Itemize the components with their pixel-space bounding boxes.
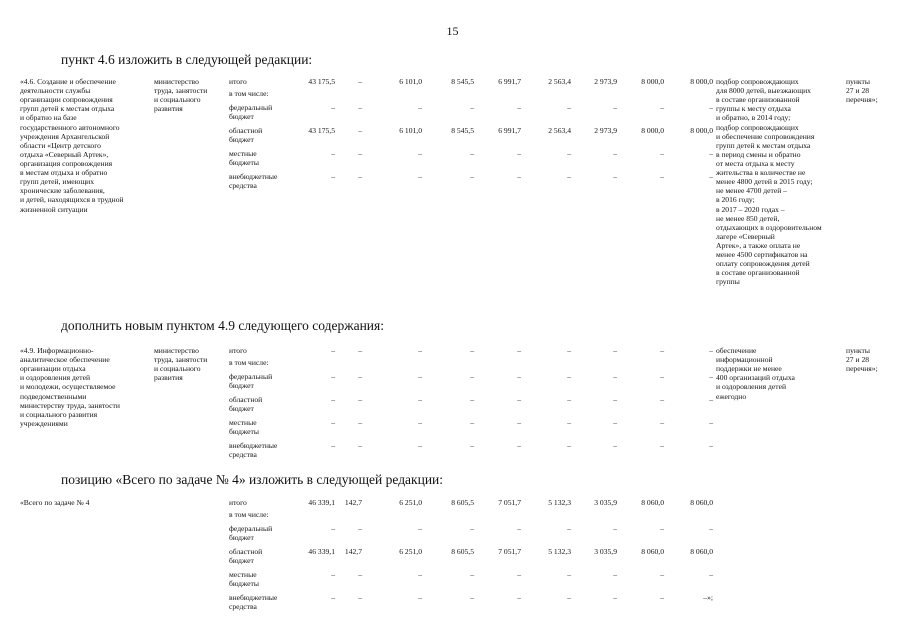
funding-value: 6 251,0 [399,498,422,507]
funding-source-label: федеральный бюджет [229,524,273,543]
funding-value: 8 605,5 [451,498,474,507]
funding-value: – [660,346,664,355]
funding-value: – [418,570,422,579]
funding-value: – [470,172,474,181]
funding-value: – [567,524,571,533]
funding-value: – [358,372,362,381]
funding-value: – [660,395,664,404]
funding-value: – [418,418,422,427]
funding-value: – [567,346,571,355]
funding-value: – [709,346,713,355]
executor: министерство труда, занятости и социального развития [154,346,208,383]
funding-value: – [331,172,335,181]
expected-result: обеспечение информационной поддержки не менее 400 организаций отдыха и оздоровления детей ежегодно [716,346,795,401]
funding-value: 8 000,0 [690,77,713,86]
funding-source-label: в том числе: [229,358,269,367]
funding-value: 8 060,0 [641,498,664,507]
funding-source-label: федеральный бюджет [229,372,273,391]
funding-value: 8 545,5 [451,126,474,135]
funding-value: – [660,372,664,381]
funding-value: 2 563,4 [548,77,571,86]
funding-value: – [418,149,422,158]
funding-value: – [517,418,521,427]
funding-value: – [331,418,335,427]
funding-value: 2 973,9 [594,126,617,135]
funding-value: – [517,441,521,450]
funding-value: – [418,372,422,381]
funding-value: – [470,346,474,355]
expected-result: подбор сопровождающих для 8000 детей, выезжающих в составе организованной группы к месту отдыха и обратно, в 2014 году; подбор сопровождающих и обеспечение сопровождения групп детей к местам отдыха в период смены и обратно от места отдыха к месту жительства в количестве не менее 4800 детей в 2015 году; не менее 4700 детей – в 2016 году; в 2017 – 2020 годах – не менее 850 детей, отдыхающих в оздоровительном лагере «Северный Артек», а также оплата не менее 4500 сертификатов на оплату сопровождения детей в составе организованной группы [716,77,822,287]
funding-value: – [613,372,617,381]
funding-value: 7 051,7 [498,498,521,507]
funding-value: – [418,593,422,602]
funding-value: – [567,418,571,427]
funding-source-label: внебюджетные средства [229,441,278,460]
funding-value: 3 035,9 [594,547,617,556]
funding-value: – [358,103,362,112]
funding-value: – [358,570,362,579]
page-number: 15 [446,24,459,38]
funding-value: 6 251,0 [399,547,422,556]
funding-value: – [517,570,521,579]
funding-value: 2 973,9 [594,77,617,86]
funding-value: – [660,418,664,427]
funding-value: – [567,172,571,181]
funding-value: 2 563,4 [548,126,571,135]
program-link: пункты 27 и 28 перечня»; [846,346,878,374]
funding-value: 8 060,0 [641,547,664,556]
funding-source-label: местные бюджеты [229,418,259,437]
funding-value: 142,7 [344,547,362,556]
funding-source-label: местные бюджеты [229,570,259,589]
funding-value: 7 051,7 [498,547,521,556]
funding-value: – [660,441,664,450]
funding-value: – [418,103,422,112]
funding-value: 8 000,0 [690,126,713,135]
funding-value: 8 000,0 [641,77,664,86]
funding-source-label: областной бюджет [229,395,263,414]
funding-value: – [613,346,617,355]
funding-value: – [709,149,713,158]
funding-value: – [709,570,713,579]
funding-value: 8 000,0 [641,126,664,135]
funding-source-label: в том числе: [229,510,269,519]
heading-total-task-4: позицию «Всего по задаче № 4» изложить в следующей редакции: [61,472,444,487]
funding-value: – [470,149,474,158]
funding-value: – [418,172,422,181]
funding-value: – [358,395,362,404]
funding-value: – [613,418,617,427]
funding-value: 6 101,0 [399,77,422,86]
funding-value: – [567,441,571,450]
funding-value: 8 060,0 [690,547,713,556]
funding-value: 46 339,1 [308,547,335,556]
funding-value: – [567,103,571,112]
funding-value: – [567,395,571,404]
funding-value: – [709,418,713,427]
measure-name: «Всего по задаче № 4 [20,498,90,507]
funding-source-label: итого [229,77,247,86]
funding-value: – [517,524,521,533]
funding-value: – [470,395,474,404]
funding-value: 43 175,5 [308,77,335,86]
funding-value: – [709,441,713,450]
funding-value: – [358,126,362,135]
funding-value: – [331,372,335,381]
funding-value: – [470,103,474,112]
funding-value: – [331,346,335,355]
funding-source-label: внебюджетные средства [229,593,278,612]
funding-value: – [331,524,335,533]
funding-value: –»; [703,593,713,602]
funding-value: – [567,570,571,579]
funding-source-label: итого [229,498,247,507]
funding-value: – [470,524,474,533]
funding-value: – [613,149,617,158]
funding-value: – [709,372,713,381]
funding-source-label: итого [229,346,247,355]
funding-value: – [709,395,713,404]
measure-name: «4.6. Создание и обеспечение деятельности службы организации сопровождения групп детей к местам отдыха и обратно на базе государственного автономного учреждения Архангельской области «Центр детского отдыха «Северный Артек», организация сопровождения в местам отдыха и обратно групп детей, имеющих хронические заболевания, и детей, находящихся в трудной жизненной ситуации [20,77,124,214]
funding-value: – [660,149,664,158]
funding-value: – [709,103,713,112]
funding-value: – [567,372,571,381]
funding-value: – [660,570,664,579]
funding-value: – [358,441,362,450]
funding-source-label: областной бюджет [229,126,263,145]
funding-value: – [613,570,617,579]
funding-value: – [331,103,335,112]
funding-value: – [358,172,362,181]
funding-value: – [331,149,335,158]
program-link: пункты 27 и 28 перечня»; [846,77,878,105]
funding-value: – [470,593,474,602]
funding-value: – [613,441,617,450]
funding-value: – [418,441,422,450]
funding-value: – [358,593,362,602]
funding-value: 8 060,0 [690,498,713,507]
funding-value: – [567,593,571,602]
funding-value: 3 035,9 [594,498,617,507]
funding-value: – [517,395,521,404]
funding-value: – [418,395,422,404]
funding-value: – [613,172,617,181]
funding-value: – [709,524,713,533]
funding-value: – [331,441,335,450]
funding-value: 43 175,5 [308,126,335,135]
funding-value: – [331,395,335,404]
funding-value: 6 101,0 [399,126,422,135]
funding-value: 8 605,5 [451,547,474,556]
funding-source-label: местные бюджеты [229,149,259,168]
funding-value: 5 132,3 [548,547,571,556]
executor: министерство труда, занятости и социального развития [154,77,208,114]
funding-value: – [358,149,362,158]
funding-value: – [358,418,362,427]
funding-value: – [358,524,362,533]
measure-name: «4.9. Информационно- аналитическое обеспечение организации отдыха и оздоровления детей и молодежи, осуществляемое подведомственными министерству труда, занятости и социального развития учреждениями [20,346,120,428]
funding-value: – [517,103,521,112]
funding-value: – [470,372,474,381]
funding-value: – [517,372,521,381]
funding-value: – [517,593,521,602]
funding-value: – [660,172,664,181]
funding-value: – [613,524,617,533]
funding-value: – [517,172,521,181]
funding-source-label: в том числе: [229,89,269,98]
funding-value: 5 132,3 [548,498,571,507]
funding-value: 46 339,1 [308,498,335,507]
funding-value: – [613,593,617,602]
funding-value: – [470,570,474,579]
funding-value: 6 991,7 [498,126,521,135]
funding-value: – [517,149,521,158]
heading-item-4-9: дополнить новым пунктом 4.9 следующего содержания: [61,318,384,333]
heading-item-4-6: пункт 4.6 изложить в следующей редакции: [61,52,313,67]
funding-value: – [358,346,362,355]
funding-value: – [613,103,617,112]
funding-source-label: областной бюджет [229,547,263,566]
funding-value: – [358,77,362,86]
funding-source-label: федеральный бюджет [229,103,273,122]
funding-value: – [660,524,664,533]
funding-value: – [709,172,713,181]
funding-value: – [418,346,422,355]
funding-value: – [613,395,617,404]
funding-value: 6 991,7 [498,77,521,86]
funding-value: – [331,570,335,579]
funding-value: – [660,103,664,112]
funding-source-label: внебюджетные средства [229,172,278,191]
funding-value: – [331,593,335,602]
funding-value: 142,7 [344,498,362,507]
funding-value: – [567,149,571,158]
funding-value: – [470,418,474,427]
funding-value: 8 545,5 [451,77,474,86]
funding-value: – [517,346,521,355]
funding-value: – [470,441,474,450]
funding-value: – [418,524,422,533]
funding-value: – [660,593,664,602]
